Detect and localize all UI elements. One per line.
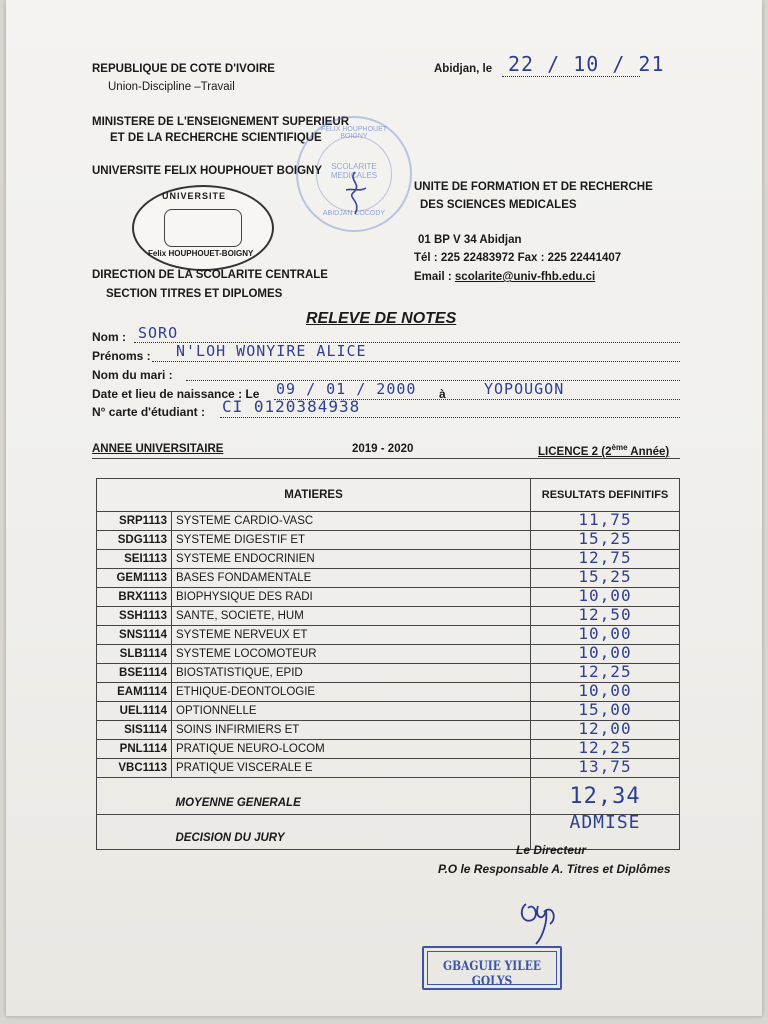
university-name: UNIVERSITE FELIX HOUPHOUET BOIGNY bbox=[92, 165, 323, 177]
grade-rows bbox=[97, 512, 680, 778]
course-code: SLB1114 bbox=[97, 645, 172, 664]
moyenne-spacer bbox=[97, 778, 172, 815]
course-code: BRX1113 bbox=[97, 588, 172, 607]
course-grade: 12,00 bbox=[578, 719, 632, 738]
signature-subtitle: P.O le Responsable A. Titres et Diplômes bbox=[438, 862, 671, 876]
initials-signature-icon bbox=[340, 170, 370, 216]
course-grade: 15,25 bbox=[578, 529, 632, 548]
handwritten-signature-icon bbox=[514, 894, 564, 950]
course-name: SYSTEME CARDIO-VASC bbox=[172, 512, 531, 531]
table-row bbox=[97, 702, 680, 721]
course-grade: 11,75 bbox=[578, 510, 632, 529]
grade-cell bbox=[531, 531, 680, 550]
table-row bbox=[97, 664, 680, 683]
course-name: SYSTEME DIGESTIF ET bbox=[172, 531, 531, 550]
course-name: BIOPHYSIQUE DES RADI bbox=[172, 588, 531, 607]
carte-dotted-line bbox=[220, 417, 680, 418]
course-code: SIS1114 bbox=[97, 721, 172, 740]
course-code: SNS1114 bbox=[97, 626, 172, 645]
ufr-phone: Tél : 225 22483972 Fax : 225 22441407 bbox=[414, 252, 622, 264]
ufr-address: 01 BP V 34 Abidjan bbox=[418, 234, 522, 246]
annee-value: 2019 - 2020 bbox=[352, 443, 414, 455]
stamp-text-bottom: ABIDJAN COCODY bbox=[322, 210, 386, 217]
grade-cell bbox=[531, 721, 680, 740]
stamp-text-inner: SCOLARITE MEDICALES bbox=[330, 162, 378, 180]
course-name: OPTIONNELLE bbox=[172, 702, 531, 721]
course-code: SRP1113 bbox=[97, 512, 172, 531]
course-name: SYSTEME ENDOCRINIEN bbox=[172, 550, 531, 569]
place-label: Abidjan, le bbox=[434, 63, 493, 75]
grade-cell bbox=[531, 550, 680, 569]
table-row bbox=[97, 531, 680, 550]
prenoms-value: N'LOH WONYIRE ALICE bbox=[176, 342, 367, 360]
logo-emblem bbox=[164, 209, 242, 247]
course-code: BSE1114 bbox=[97, 664, 172, 683]
direction-name: DIRECTION DE LA SCOLARITE CENTRALE bbox=[92, 269, 328, 281]
logo-text-bottom: Felix HOUPHOUET-BOIGNY bbox=[148, 249, 254, 258]
level-end: Année) bbox=[627, 445, 670, 458]
naissance-date: 09 / 01 / 2000 bbox=[276, 380, 417, 398]
grade-cell bbox=[531, 683, 680, 702]
grade-cell bbox=[531, 626, 680, 645]
issue-date: 22 / 10 / 21 bbox=[508, 52, 665, 76]
course-code: PNL1114 bbox=[97, 740, 172, 759]
ufr-line1: UNITE DE FORMATION ET DE RECHERCHE bbox=[414, 181, 653, 193]
table-row bbox=[97, 607, 680, 626]
moyenne-row bbox=[97, 778, 680, 815]
grades-table bbox=[96, 478, 680, 850]
col-matieres: MATIERES bbox=[97, 479, 531, 512]
ufr-email-row bbox=[414, 271, 595, 283]
mari-label: Nom du mari : bbox=[92, 368, 173, 382]
course-grade: 13,75 bbox=[578, 757, 632, 776]
document-page bbox=[6, 0, 762, 1016]
course-grade: 12,75 bbox=[578, 548, 632, 567]
naissance-lieu: YOPOUGON bbox=[484, 380, 565, 398]
grade-cell bbox=[531, 702, 680, 721]
decision-value: ADMISE bbox=[531, 815, 680, 850]
table-row bbox=[97, 645, 680, 664]
decision-label: DECISION DU JURY bbox=[172, 815, 531, 850]
university-logo bbox=[132, 185, 274, 271]
course-grade: 10,00 bbox=[578, 681, 632, 700]
table-row bbox=[97, 512, 680, 531]
country-name: REPUBLIQUE DE COTE D'IVOIRE bbox=[92, 63, 275, 75]
table-header-row bbox=[97, 479, 680, 512]
level-sup: ème bbox=[611, 443, 628, 452]
moyenne-value: 12,34 bbox=[531, 778, 680, 815]
level-text: LICENCE 2 (2 bbox=[538, 445, 612, 458]
course-name: BASES FONDAMENTALE bbox=[172, 569, 531, 588]
course-grade: 12,50 bbox=[578, 605, 632, 624]
naissance-a: à bbox=[439, 387, 446, 401]
course-code: EAM1114 bbox=[97, 683, 172, 702]
table-row bbox=[97, 683, 680, 702]
ufr-line2: DES SCIENCES MEDICALES bbox=[420, 199, 577, 211]
level-label bbox=[538, 443, 669, 458]
grade-cell bbox=[531, 740, 680, 759]
course-code: GEM1113 bbox=[97, 569, 172, 588]
table-row bbox=[97, 759, 680, 778]
course-name: BIOSTATISTIQUE, EPID bbox=[172, 664, 531, 683]
section-name: SECTION TITRES ET DIPLOMES bbox=[106, 288, 283, 300]
decision-spacer bbox=[97, 815, 172, 850]
email-link[interactable]: scolarite@univ-fhb.edu.ci bbox=[454, 271, 596, 283]
signature-title: Le Directeur bbox=[516, 843, 587, 857]
email-label: Email : bbox=[414, 271, 455, 283]
name-stamp bbox=[422, 946, 562, 990]
course-name: ETHIQUE-DEONTOLOGIE bbox=[172, 683, 531, 702]
mari-dotted-line bbox=[186, 380, 680, 381]
prenoms-label: Prénoms : bbox=[92, 349, 151, 363]
grade-cell bbox=[531, 645, 680, 664]
table-row bbox=[97, 740, 680, 759]
table-row bbox=[97, 569, 680, 588]
logo-text-top: UNIVERSITE bbox=[162, 191, 227, 201]
nom-value: SORO bbox=[138, 324, 179, 342]
course-name: SYSTEME LOCOMOTEUR bbox=[172, 645, 531, 664]
annee-label: ANNEE UNIVERSITAIRE bbox=[92, 443, 224, 455]
naissance-label: Date et lieu de naissance : Le bbox=[92, 387, 260, 401]
course-grade: 12,25 bbox=[578, 662, 632, 681]
course-name: SYSTEME NERVEUX ET bbox=[172, 626, 531, 645]
table-row bbox=[97, 626, 680, 645]
carte-value: CI 0120384938 bbox=[222, 397, 361, 416]
nom-label: Nom : bbox=[92, 330, 126, 344]
table-row bbox=[97, 550, 680, 569]
grade-cell bbox=[531, 664, 680, 683]
grade-cell bbox=[531, 588, 680, 607]
course-grade: 10,00 bbox=[578, 586, 632, 605]
course-code: SEI1113 bbox=[97, 550, 172, 569]
course-name: PRATIQUE NEURO-LOCOM bbox=[172, 740, 531, 759]
course-code: SSH1113 bbox=[97, 607, 172, 626]
course-grade: 12,25 bbox=[578, 738, 632, 757]
course-code: SDG1113 bbox=[97, 531, 172, 550]
year-separator bbox=[92, 458, 680, 459]
course-grade: 10,00 bbox=[578, 643, 632, 662]
date-dotted-line bbox=[502, 76, 640, 77]
course-name: SOINS INFIRMIERS ET bbox=[172, 721, 531, 740]
course-code: VBC1113 bbox=[97, 759, 172, 778]
document-title: RELEVE DE NOTES bbox=[306, 310, 457, 327]
ministry-line2: ET DE LA RECHERCHE SCIENTIFIQUE bbox=[110, 132, 322, 144]
course-grade: 15,00 bbox=[578, 700, 632, 719]
table-row bbox=[97, 721, 680, 740]
stamp-text-outer: FELIX HOUPHOUET BOIGNY bbox=[320, 126, 388, 140]
table-row bbox=[97, 588, 680, 607]
grade-cell bbox=[531, 759, 680, 778]
course-name: SANTE, SOCIETE, HUM bbox=[172, 607, 531, 626]
course-grade: 15,25 bbox=[578, 567, 632, 586]
course-grade: 10,00 bbox=[578, 624, 632, 643]
course-name: PRATIQUE VISCERALE E bbox=[172, 759, 531, 778]
course-code: UEL1114 bbox=[97, 702, 172, 721]
stamp-name: GBAGUIE YILEE GOLYS bbox=[443, 959, 541, 989]
grade-cell bbox=[531, 607, 680, 626]
moyenne-label: MOYENNE GENERALE bbox=[172, 778, 531, 815]
decision-row bbox=[97, 815, 680, 850]
prenoms-dotted-line bbox=[152, 361, 680, 362]
col-resultats: RESULTATS DEFINITIFS bbox=[531, 479, 680, 512]
grade-cell bbox=[531, 569, 680, 588]
carte-label: N° carte d'étudiant : bbox=[92, 405, 205, 419]
national-motto: Union-Discipline –Travail bbox=[108, 81, 235, 93]
ministry-line1: MINISTERE DE L'ENSEIGNEMENT SUPERIEUR bbox=[92, 116, 350, 128]
grade-cell bbox=[531, 512, 680, 531]
